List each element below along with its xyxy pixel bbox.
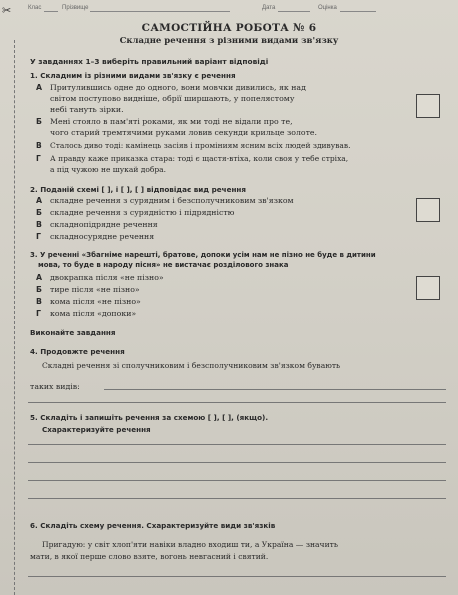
surname-label: Прізвище bbox=[62, 5, 89, 11]
class-blank bbox=[44, 5, 58, 12]
q5-answer-line-3[interactable] bbox=[28, 480, 446, 481]
q6-line2: мати, в якої перше слово взяте, вогонь невгасний і святий. bbox=[30, 552, 269, 561]
q2-option-b: Б складне речення з сурядністю і підрядністю bbox=[36, 208, 235, 217]
cut-line bbox=[14, 40, 15, 595]
q2-text: 2. Поданій схемі [ ], і [ ], [ ] відповідає вид речення bbox=[30, 185, 246, 194]
grade-blank bbox=[340, 5, 376, 12]
q5-answer-line-4[interactable] bbox=[28, 498, 446, 499]
page-subtitle: Складне речення з різними видами зв'язку bbox=[119, 36, 339, 46]
page-title: САМОСТІЙНА РОБОТА № 6 bbox=[141, 22, 317, 34]
q4-line2: таких видів: bbox=[30, 382, 80, 391]
q4-heading: 4. Продовжте речення bbox=[30, 347, 125, 356]
q6-answer-line-1[interactable] bbox=[28, 576, 446, 577]
instruction-do: Виконайте завдання bbox=[30, 328, 116, 337]
date-blank bbox=[278, 5, 310, 12]
q2-answer-box[interactable] bbox=[416, 198, 440, 222]
q1-text: 1. Складним із різними видами зв'язку є речення bbox=[30, 71, 236, 80]
q6-heading: 6. Складіть схему речення. Схарактеризуйте види зв'язків bbox=[30, 521, 276, 530]
q5-answer-line-1[interactable] bbox=[28, 444, 446, 445]
date-label: Дата bbox=[262, 5, 276, 11]
q4-answer-line-1[interactable] bbox=[104, 389, 446, 390]
q1-option-b: Б Мені стояло в пам'яті роками, як ми тоді не відали про те, чого старий тремтячими руками ловив секунди крильце золоте. bbox=[36, 117, 318, 137]
q3-option-c: В кома після «не пізно» bbox=[36, 297, 141, 306]
q5-heading: 5. Складіть і запишіть речення за схемою [ ], [ ], (якщо). bbox=[30, 413, 269, 422]
instruction-choose: У завданнях 1–3 виберіть правильний варіант відповіді bbox=[30, 57, 269, 66]
q1-option-d: Г А правду каже приказка стара: тоді є щастя-втіха, коли своя у тебе стріха, а під чужою не шукай добра. bbox=[36, 154, 349, 174]
q4-line1: Складні речення зі сполучниковим і безсполучниковим зв'язком бувають bbox=[42, 361, 341, 370]
q3-answer-box[interactable] bbox=[416, 276, 440, 300]
q1-option-c: В Сталось диво тоді: камінець засіяв і проміниям ясним всіх людей здивував. bbox=[36, 141, 351, 150]
q5-answer-line-2[interactable] bbox=[28, 462, 446, 463]
class-label: Клас bbox=[28, 5, 42, 11]
q2-option-c: В складнопідрядне речення bbox=[36, 220, 158, 229]
header-fields bbox=[0, 2, 458, 16]
q2-option-d: Г складносурядне речення bbox=[36, 232, 155, 241]
q5-sub: Схарактеризуйте речення bbox=[42, 425, 151, 434]
q3-option-d: Г кома після «допоки» bbox=[36, 309, 137, 318]
q4-answer-line-2[interactable] bbox=[28, 402, 446, 403]
q1-answer-box[interactable] bbox=[416, 94, 440, 118]
q2-option-a: А складне речення з сурядним і безсполучниковим зв'язком bbox=[36, 196, 294, 205]
q3-option-a: А двокрапка після «не пізно» bbox=[36, 273, 164, 282]
q3-option-b: Б тире після «не пізно» bbox=[36, 285, 140, 294]
scissors-icon: ✂ bbox=[2, 4, 12, 17]
q1-option-a: А Притулившись одне до одного, вони мовчки дивились, як над світом поступово видніше, обрії ширшають, у попелястому небі тануть зірки. bbox=[36, 83, 306, 114]
grade-label: Оцінка bbox=[318, 5, 337, 11]
q3-text: 3. У реченні «Збагніме нарешті, братове, допоки усім нам не пізно не буде в дитини мова, то буде в народу пісня» не вистачає розділового знака bbox=[30, 251, 376, 269]
surname-blank bbox=[90, 5, 230, 12]
q6-line1: Пригадую: у світ хлоп'яти навіки владно входиш ти, а Україна — значить bbox=[42, 540, 338, 549]
